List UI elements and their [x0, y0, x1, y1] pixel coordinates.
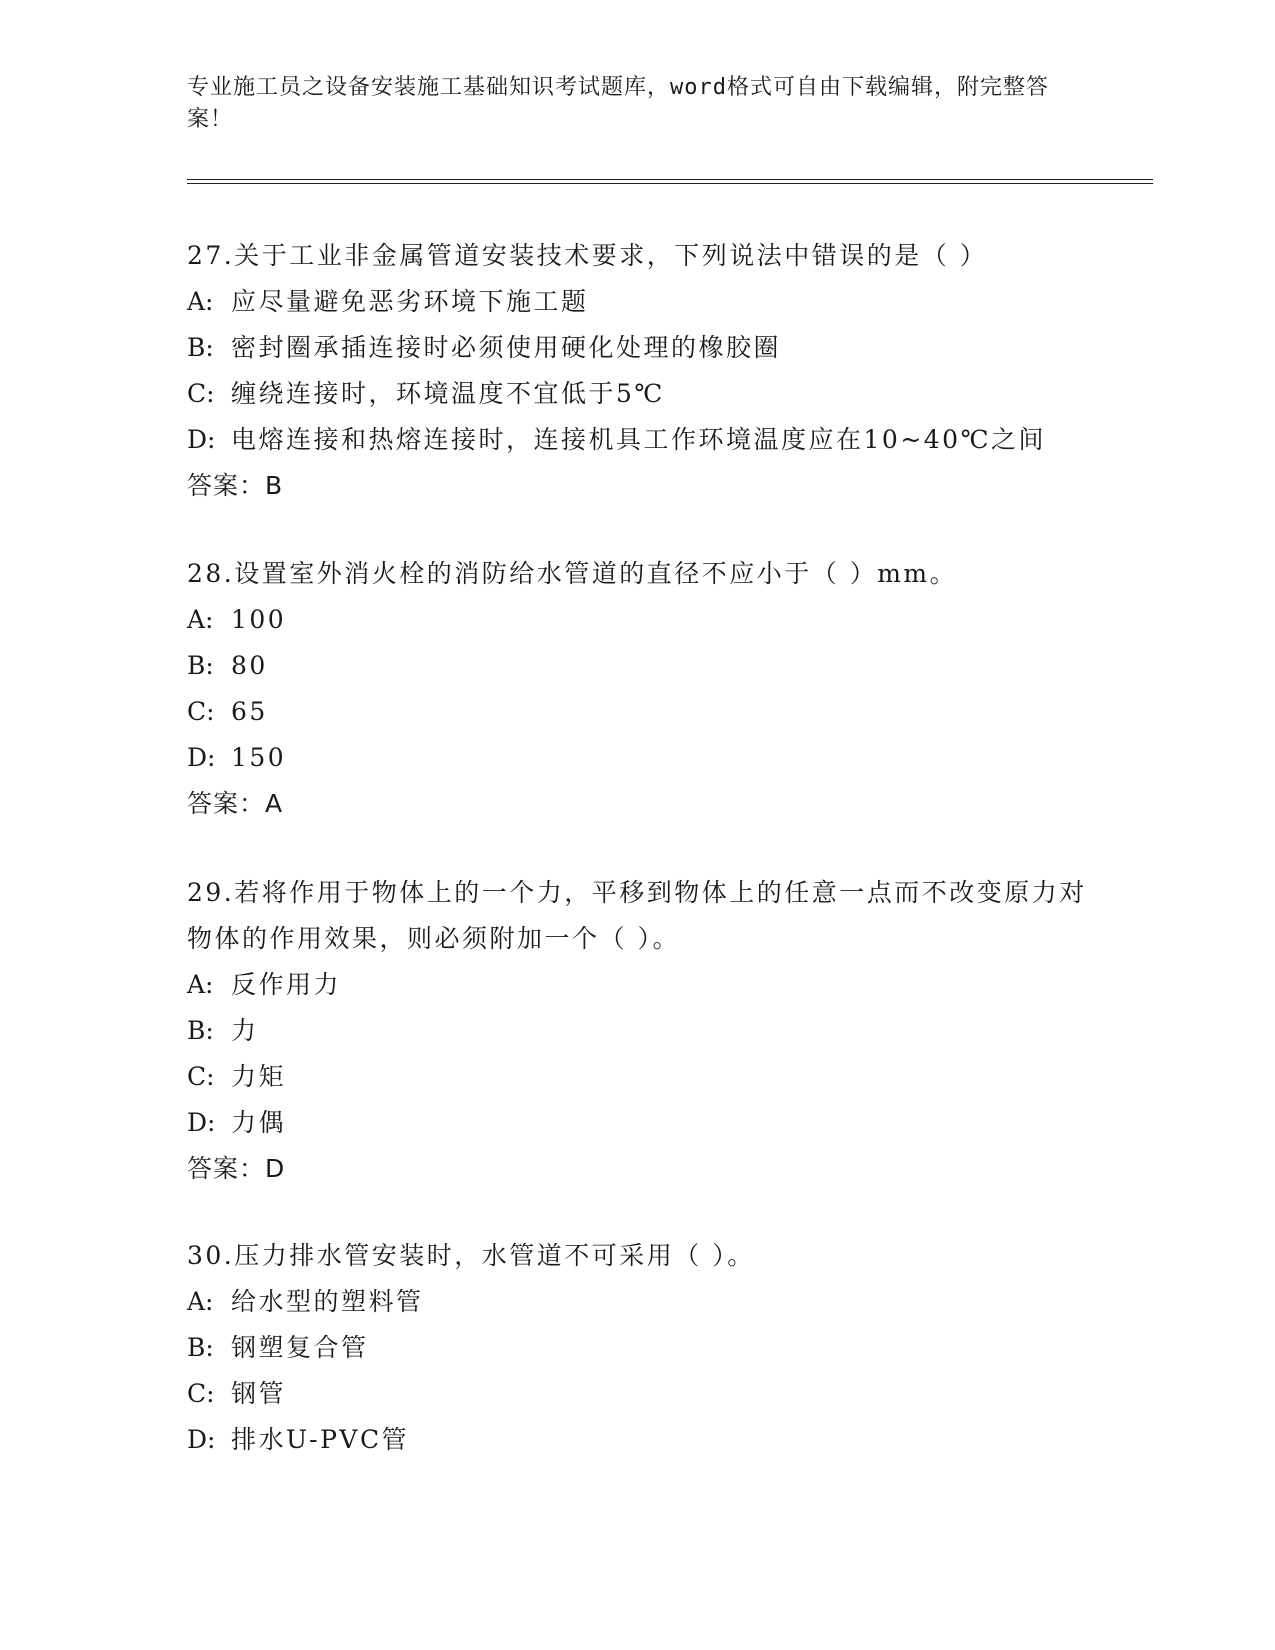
option-key: D: — [187, 1108, 216, 1137]
document-header: 专业施工员之设备安装施工基础知识考试题库，word格式可自由下载编辑，附完整答案！ — [187, 75, 1049, 132]
option-key: B: — [187, 1016, 214, 1045]
option-text: 力 — [231, 1016, 259, 1045]
question-30 — [187, 1233, 1087, 1463]
option-key: A: — [187, 605, 214, 634]
option-text: 给水型的塑料管 — [231, 1287, 424, 1316]
option-d — [187, 1100, 1087, 1146]
option-key: B: — [187, 651, 214, 680]
option-text: 应尽量避免恶劣环境下施工题 — [231, 287, 589, 316]
option-key: D: — [187, 425, 216, 454]
option-text: 缠绕连接时，环境温度不宜低于5℃ — [231, 379, 665, 408]
option-key: B: — [187, 1333, 214, 1362]
option-text: 65 — [231, 697, 268, 726]
option-a — [187, 1279, 1087, 1325]
option-b — [187, 325, 1087, 371]
option-text: 密封圈承插连接时必须使用硬化处理的橡胶圈 — [231, 333, 782, 362]
option-key: D: — [187, 1425, 216, 1454]
option-a — [187, 597, 1087, 643]
option-d — [187, 1417, 1087, 1463]
option-text: 150 — [231, 743, 287, 772]
option-key: B: — [187, 333, 214, 362]
option-text: 电熔连接和热熔连接时，连接机具工作环境温度应在10~40℃之间 — [231, 425, 1047, 454]
option-text: 力矩 — [231, 1062, 287, 1091]
option-a — [187, 962, 1087, 1008]
option-key: C: — [187, 379, 215, 408]
option-text: 钢管 — [231, 1379, 287, 1408]
option-text: 80 — [231, 651, 268, 680]
question-28 — [187, 551, 1087, 827]
question-stem: 27.关于工业非金属管道安装技术要求，下列说法中错误的是（ ） — [187, 241, 988, 270]
option-key: C: — [187, 1379, 215, 1408]
option-text: 力偶 — [231, 1108, 287, 1137]
question-27 — [187, 233, 1087, 509]
option-key: A: — [187, 970, 214, 999]
question-stem: 30.压力排水管安装时，水管道不可采用（ ）。 — [187, 1241, 755, 1270]
option-a — [187, 279, 1087, 325]
question-29 — [187, 870, 1087, 1192]
option-c — [187, 1371, 1087, 1417]
option-text: 钢塑复合管 — [231, 1333, 369, 1362]
option-b — [187, 643, 1087, 689]
option-c — [187, 371, 1087, 417]
option-b — [187, 1008, 1087, 1054]
option-c — [187, 689, 1087, 735]
option-text: 反作用力 — [231, 970, 342, 999]
option-key: A: — [187, 1287, 214, 1316]
option-key: C: — [187, 1062, 215, 1091]
option-key: A: — [187, 287, 214, 316]
option-d — [187, 417, 1087, 463]
option-text: 排水U-PVC管 — [231, 1425, 410, 1454]
option-b — [187, 1325, 1087, 1371]
answer-line: 答案：D — [187, 1154, 286, 1183]
option-key: D: — [187, 743, 216, 772]
option-key: C: — [187, 697, 215, 726]
answer-line: 答案：A — [187, 789, 284, 818]
question-stem: 28.设置室外消火栓的消防给水管道的直径不应小于（ ）mm。 — [187, 559, 958, 588]
question-stem: 29.若将作用于物体上的一个力，平移到物体上的任意一点而不改变原力对物体的作用效果，则必须附加一个（ ）。 — [187, 878, 1087, 953]
option-c — [187, 1054, 1087, 1100]
option-d — [187, 735, 1087, 781]
header-divider-top — [187, 179, 1153, 180]
option-text: 100 — [231, 605, 287, 634]
header-divider-bottom — [187, 183, 1153, 184]
answer-line: 答案：B — [187, 471, 284, 500]
